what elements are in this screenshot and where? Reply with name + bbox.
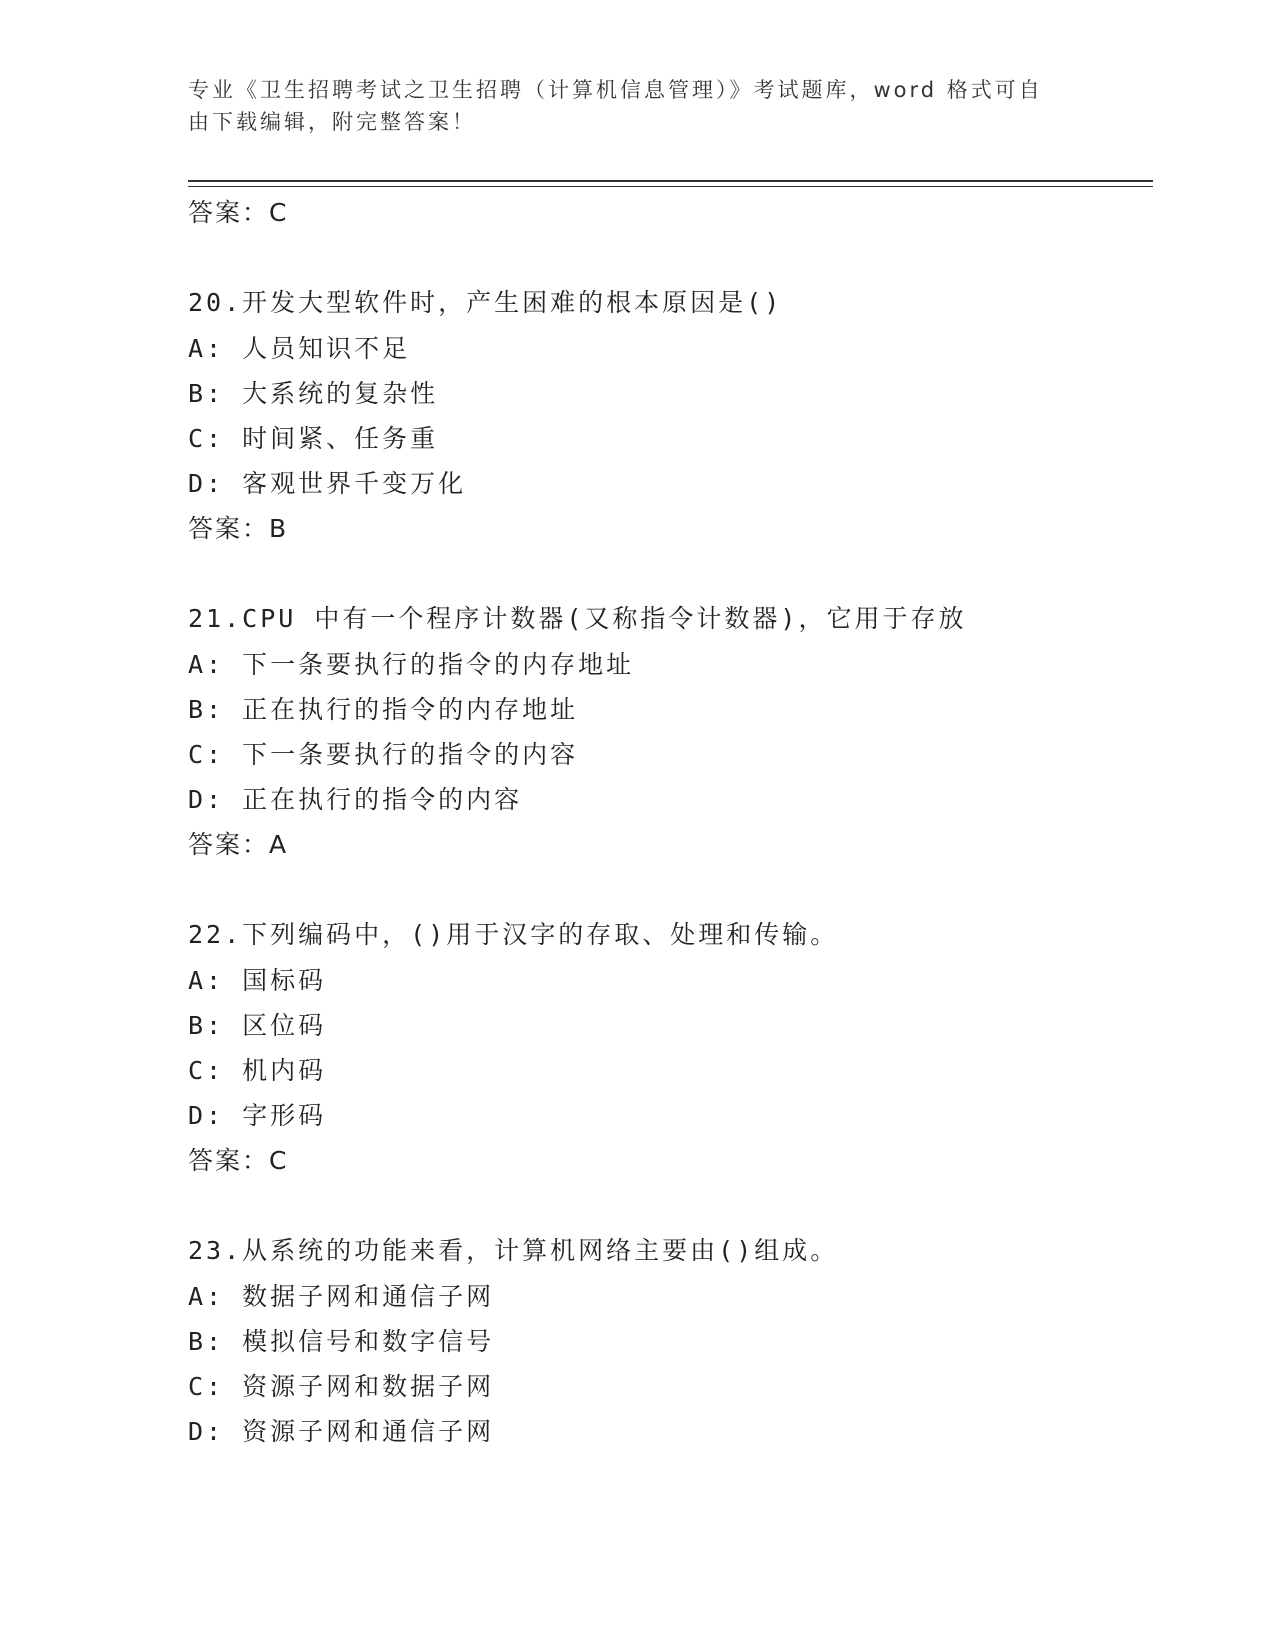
header-line-1: 专业《卫生招聘考试之卫生招聘（计算机信息管理）》考试题库，word 格式可自	[188, 78, 1043, 102]
option-a: A: 人员知识不足	[188, 334, 411, 363]
question-text: 22.下列编码中，()用于汉字的存取、处理和传输。	[188, 920, 839, 949]
header-line-2: 由下载编辑，附完整答案！	[188, 110, 476, 134]
question-text: 23.从系统的功能来看，计算机网络主要由()组成。	[188, 1236, 839, 1265]
option-c: C: 机内码	[188, 1056, 327, 1085]
answer-line: 答案：A	[188, 830, 289, 859]
question-block	[188, 912, 1148, 1184]
question-list	[188, 190, 1148, 1454]
option-d: D: 资源子网和通信子网	[188, 1417, 495, 1446]
option-c: C: 下一条要执行的指令的内容	[188, 740, 579, 769]
document-header	[188, 74, 1068, 138]
question-block	[188, 1228, 1148, 1454]
option-a: A: 下一条要执行的指令的内存地址	[188, 650, 635, 679]
question-text: 20.开发大型软件时，产生困难的根本原因是()	[188, 288, 783, 317]
question-block	[188, 596, 1148, 868]
header-divider-thin	[188, 186, 1153, 187]
header-divider-thick	[188, 180, 1153, 182]
answer-line: 答案：B	[188, 514, 289, 543]
option-d: D: 正在执行的指令的内容	[188, 785, 523, 814]
previous-answer: 答案：C	[188, 198, 289, 227]
option-b: B: 模拟信号和数字信号	[188, 1327, 495, 1356]
question-text: 21.CPU 中有一个程序计数器(又称指令计数器)，它用于存放	[188, 604, 967, 633]
option-d: D: 字形码	[188, 1101, 327, 1130]
option-b: B: 区位码	[188, 1011, 327, 1040]
option-c: C: 资源子网和数据子网	[188, 1372, 495, 1401]
option-b: B: 大系统的复杂性	[188, 379, 439, 408]
answer-line: 答案：C	[188, 1146, 289, 1175]
question-block	[188, 280, 1148, 552]
option-c: C: 时间紧、任务重	[188, 424, 439, 453]
option-b: B: 正在执行的指令的内存地址	[188, 695, 579, 724]
option-a: A: 数据子网和通信子网	[188, 1282, 495, 1311]
option-d: D: 客观世界千变万化	[188, 469, 467, 498]
option-a: A: 国标码	[188, 966, 327, 995]
